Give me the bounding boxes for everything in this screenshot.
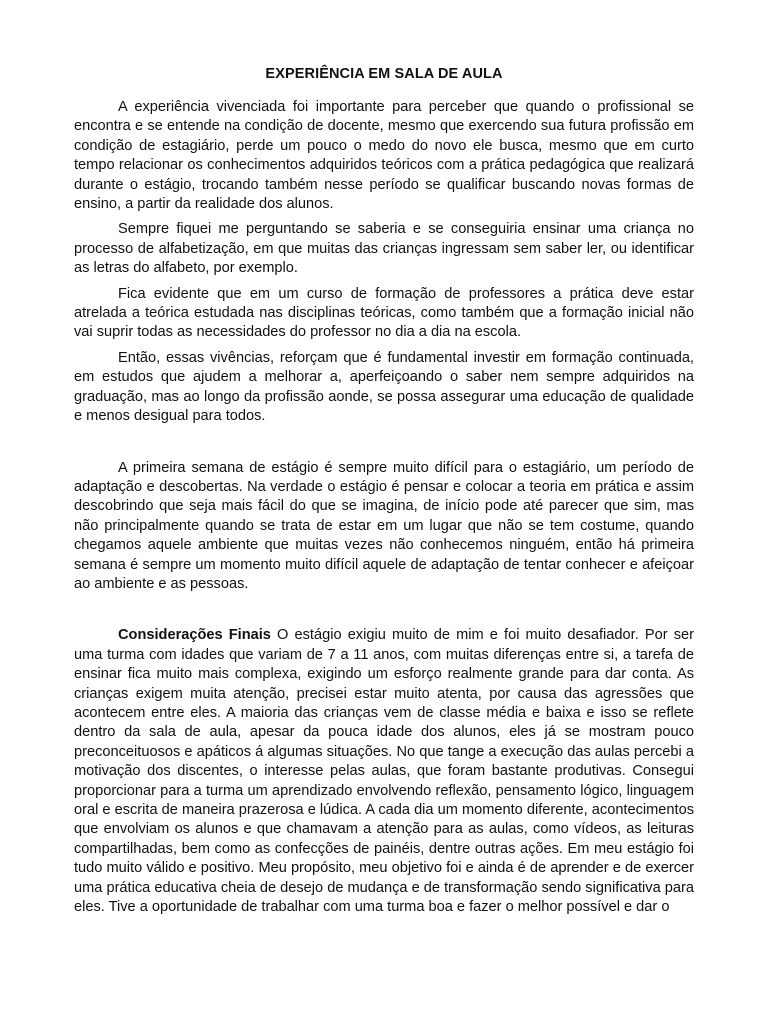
section-heading-consideracoes-finais: Considerações Finais xyxy=(118,627,271,644)
paragraph-vivencias: Então, essas vivências, reforçam que é fundamental investir em formação continuada, em estudos que ajudem a melhorar a, aperfeiçoando o saber nem sempre adquiridos na graduação, mas ao longo da profissão aonde, se possa assegurar uma educação de qualidade e menos desigual para todos. xyxy=(74,349,694,425)
paragraph-spacer xyxy=(74,600,694,626)
paragraph-primeira-semana: A primeira semana de estágio é sempre muito difícil para o estagiário, um período de adaptação e descobertas. Na verdade o estágio é pensar e colocar a teoria em prática e assim descobrindo que seja mais fácil do que se imagina, de início pode até parecer que sim, mas não principalmente quando se trata de estar em um lugar que não se tem costume, quando chegamos aquele ambiente que muitas vezes não conhecemos ninguém, então há primeira semana é sempre um momento muito difícil aquele de adaptação de tentar conhecer e afeiçoar ao ambiente e as pessoas. xyxy=(74,459,694,592)
paragraph-experience: A experiência vivenciada foi importante para perceber que quando o profissional se encontra e se entende na condição de docente, mesmo que exercendo sua futura profissão em condição de estagiário, perde um pouco o medo do novo ele busca, mesmo que em curto tempo relacionar os conhecimentos adquiridos teóricos com a prática pedagógica que realizará durante o estágio, trocando também nesse período se qualificar buscando novas formas de ensino, a partir da realidade dos alunos. xyxy=(74,99,694,213)
consideracoes-finais-text: O estágio exigiu muito de mim e foi muito desafiador. Por ser uma turma com idades que variam de 7 a 11 anos, com muitas diferenças entre si, a tarefa de ensinar fica muito mais complexa, exigindo um esforço realmente grande para dar conta. As crianças exigem muita atenção, precisei estar muito atenta, por causa das agressões que acontecem entre eles. A maioria das crianças vem de classe média e baixa e isso se reflete dentro da sala de aula, apesar da pouca idade dos alunos, eles já se mostram pouco preconceituosos e apáticos á algumas situações. No que tange a execução das aulas percebi a motivação dos discentes, o interesse pelas aulas, que foram bastante produtivas. Consegui proporcionar para a turma um aprendizado envolvendo reflexão, pensamento lógico, linguagem oral e escrita de maneira prazerosa e lúdica. A cada dia um momento diferente, acontecimentos que envolviam os alunos e que chamavam a atenção para as aulas, como vídeos, as leituras compartilhadas, bem como as confecções de painéis, dentre outras ações. Em meu estágio foi tudo muito válido e positivo. Meu propósito, meu objetivo foi e ainda é de aprender e de exercer uma prática educativa cheia de desejo de mudança e de transformação sendo significativa para eles. Tive a oportunidade de trabalhar com uma turma boa e fazer o melhor possível e dar o xyxy=(74,627,694,916)
paragraph-formacao: Fica evidente que em um curso de formação de professores a prática deve estar atrelada a teórica estudada nas disciplinas teóricas, como também que a formação inicial não vai suprir todas as necessidades do professor no dia a dia na escola. xyxy=(74,285,694,341)
paragraph-alfabetizacao: Sempre fiquei me perguntando se saberia e se conseguiria ensinar uma criança no processo de alfabetização, em que muitas das crianças ingressam sem saber ler, ou identificar as letras do alfabeto, por exemplo. xyxy=(74,221,694,277)
document-page xyxy=(74,66,694,923)
paragraph-spacer xyxy=(74,433,694,459)
paragraph-consideracoes-finais xyxy=(74,626,694,917)
document-title: EXPERIÊNCIA EM SALA DE AULA xyxy=(265,66,503,82)
